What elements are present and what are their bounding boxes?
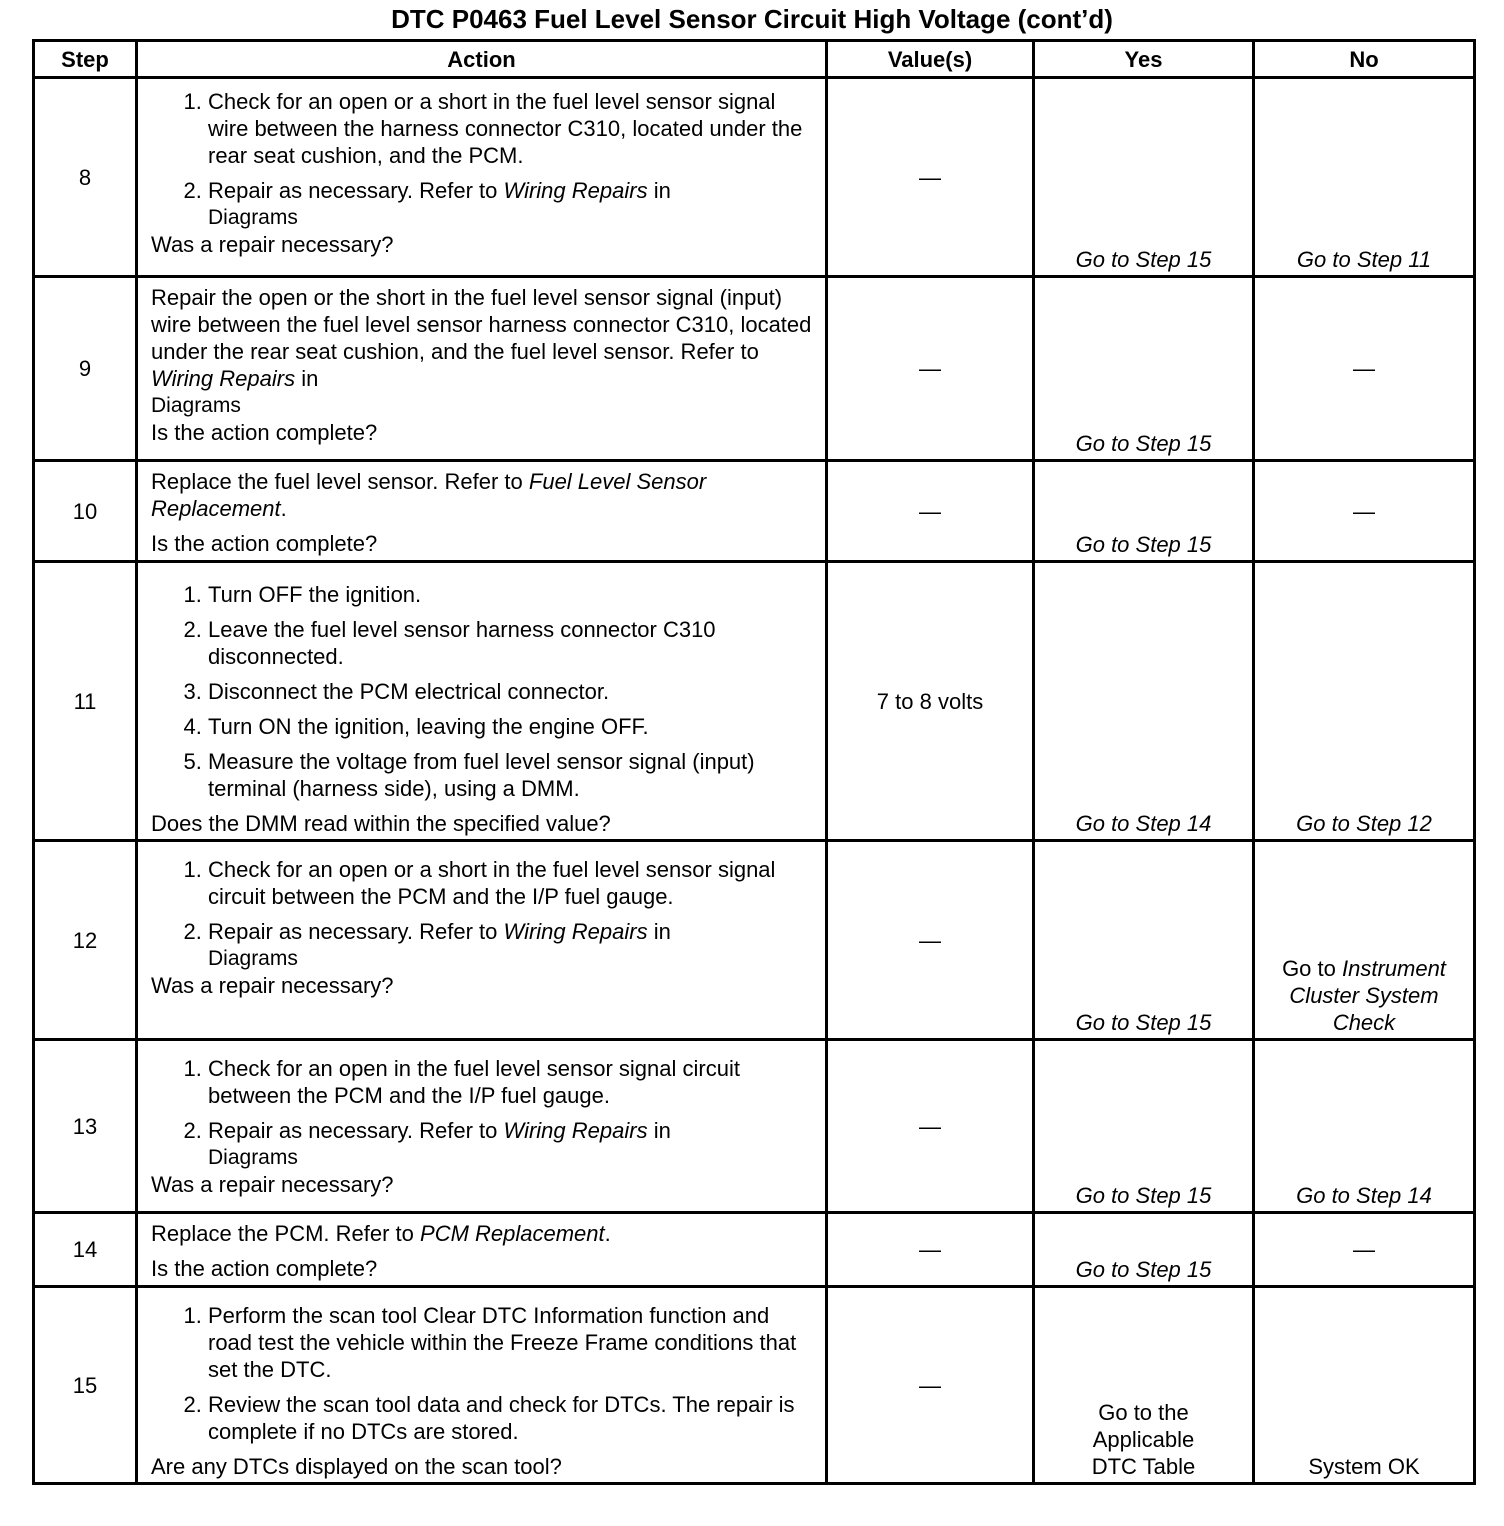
no-cell [1254,78,1475,277]
header-values: Value(s) [827,41,1034,78]
value-cell: — [827,277,1034,461]
action-question: Is the action complete? [151,420,378,445]
reference-link[interactable]: Wiring Repairs [503,178,648,203]
table-row [34,841,1475,1040]
value-cell: — [827,1213,1034,1287]
no-cell: Go to Instrument Cluster System Check [1254,841,1475,1040]
step-number: 14 [34,1213,137,1287]
reference-link[interactable]: PCM Replacement [420,1221,605,1246]
action-step: 2. Leave the fuel level sensor harness connector C310 disconnected. [208,616,813,670]
action-question: Are any DTCs displayed on the scan tool? [151,1454,562,1479]
step-number: 15 [34,1287,137,1484]
action-step: 1. Perform the scan tool Clear DTC Information function and road test the vehicle within the Freeze Frame conditions that set the DTC. [208,1302,813,1383]
header-yes: Yes [1034,41,1254,78]
action-cell [137,1213,827,1287]
no-cell: — [1254,1213,1475,1287]
action-cell [137,461,827,562]
yes-cell [1034,1213,1254,1287]
yes-link[interactable]: Go to Step 15 [1075,431,1212,456]
reference-link[interactable]: Fuel Level Sensor Replacement [151,469,707,521]
yes-link[interactable]: Go to the Applicable DTC Table [1091,1400,1196,1479]
action-step: 2. Repair as necessary. Refer to Wiring Repairs in Diagrams [208,177,813,231]
action-question: Was a repair necessary? [151,973,394,998]
action-question: Was a repair necessary? [151,232,394,257]
no-cell: — [1254,461,1475,562]
table-row [34,1040,1475,1213]
yes-link[interactable]: Go to Step 15 [1075,1257,1212,1282]
diagnostic-table [32,39,1476,1485]
table-row [34,1213,1475,1287]
action-question: Does the DMM read within the specified value? [151,811,611,836]
table-header-row [34,41,1475,78]
step-number: 10 [34,461,137,562]
reference-link[interactable]: Wiring Repairs [503,919,648,944]
table-row [34,1287,1475,1484]
action-step: 1. Check for an open or a short in the fuel level sensor signal wire between the harness connector C310, located under the rear seat cushion, and the PCM. [208,88,813,169]
action-step: 5. Measure the voltage from fuel level sensor signal (input) terminal (harness side), using a DMM. [208,748,813,802]
yes-link[interactable]: Go to Step 15 [1075,1183,1212,1208]
action-step: 2. Repair as necessary. Refer to Wiring Repairs in Diagrams [208,1117,813,1171]
action-text: Replace the fuel level sensor. Refer to Fuel Level Sensor Replacement. [151,469,707,521]
step-number: 8 [34,78,137,277]
value-cell: — [827,78,1034,277]
yes-cell [1034,277,1254,461]
step-number: 13 [34,1040,137,1213]
no-link[interactable]: Go to Step 14 [1296,1183,1432,1208]
reference-link[interactable]: Wiring Repairs [503,1118,648,1143]
value-cell: — [827,1287,1034,1484]
yes-link[interactable]: Go to Step 14 [1075,811,1212,836]
yes-link[interactable]: Go to Step 15 [1075,247,1212,272]
action-text: Replace the PCM. Refer to PCM Replacement. [151,1221,611,1246]
yes-cell [1034,461,1254,562]
value-cell: — [827,1040,1034,1213]
yes-cell [1034,841,1254,1040]
action-step: 1. Turn OFF the ignition. [208,581,813,608]
table-row [34,461,1475,562]
action-step: 1. Check for an open in the fuel level sensor signal circuit between the PCM and the I/P fuel gauge. [208,1055,813,1109]
action-step: 3. Disconnect the PCM electrical connector. [208,678,813,705]
no-cell [1254,1040,1475,1213]
no-cell [1254,562,1475,841]
table-row [34,78,1475,277]
action-text: Repair the open or the short in the fuel level sensor signal (input) wire between the fuel level sensor harness connector C310, located under the rear seat cushion, and the fuel level sensor. Refer to Wiring Repairs in Diagrams [151,285,812,417]
yes-cell [1034,1040,1254,1213]
document-title: DTC P0463 Fuel Level Sensor Circuit High Voltage (cont’d) [391,4,1113,34]
yes-cell [1034,1287,1254,1484]
action-cell [137,841,827,1040]
action-cell [137,562,827,841]
action-cell [137,1287,827,1484]
yes-link[interactable]: Go to Step 15 [1075,1010,1212,1035]
step-number: 12 [34,841,137,1040]
header-step: Step [34,41,137,78]
no-result: System OK [1308,1454,1420,1479]
action-cell [137,277,827,461]
no-link[interactable]: Go to Step 12 [1296,811,1432,836]
table-row [34,277,1475,461]
action-step: 4. Turn ON the ignition, leaving the engine OFF. [208,713,813,740]
header-action: Action [137,41,827,78]
action-question: Is the action complete? [151,1256,378,1281]
action-step: 2. Review the scan tool data and check for DTCs. The repair is complete if no DTCs are stored. [208,1391,813,1445]
yes-cell [1034,562,1254,841]
no-cell [1254,1287,1475,1484]
no-link[interactable]: Go to Step 11 [1296,247,1432,272]
value-cell: — [827,841,1034,1040]
action-question: Is the action complete? [151,531,378,556]
action-cell [137,78,827,277]
value-cell: 7 to 8 volts [827,562,1034,841]
table-row [34,562,1475,841]
yes-link[interactable]: Go to Step 15 [1075,532,1212,557]
action-step: 2. Repair as necessary. Refer to Wiring Repairs in Diagrams [208,918,813,972]
header-no: No [1254,41,1475,78]
reference-link[interactable]: Wiring Repairs [151,366,296,391]
step-number: 11 [34,562,137,841]
action-cell [137,1040,827,1213]
action-step: 1. Check for an open or a short in the fuel level sensor signal circuit between the PCM and the I/P fuel gauge. [208,856,813,910]
yes-cell [1034,78,1254,277]
no-cell: — [1254,277,1475,461]
value-cell: — [827,461,1034,562]
no-link[interactable]: Instrument Cluster System Check [1289,956,1446,1035]
step-number: 9 [34,277,137,461]
action-question: Was a repair necessary? [151,1172,394,1197]
